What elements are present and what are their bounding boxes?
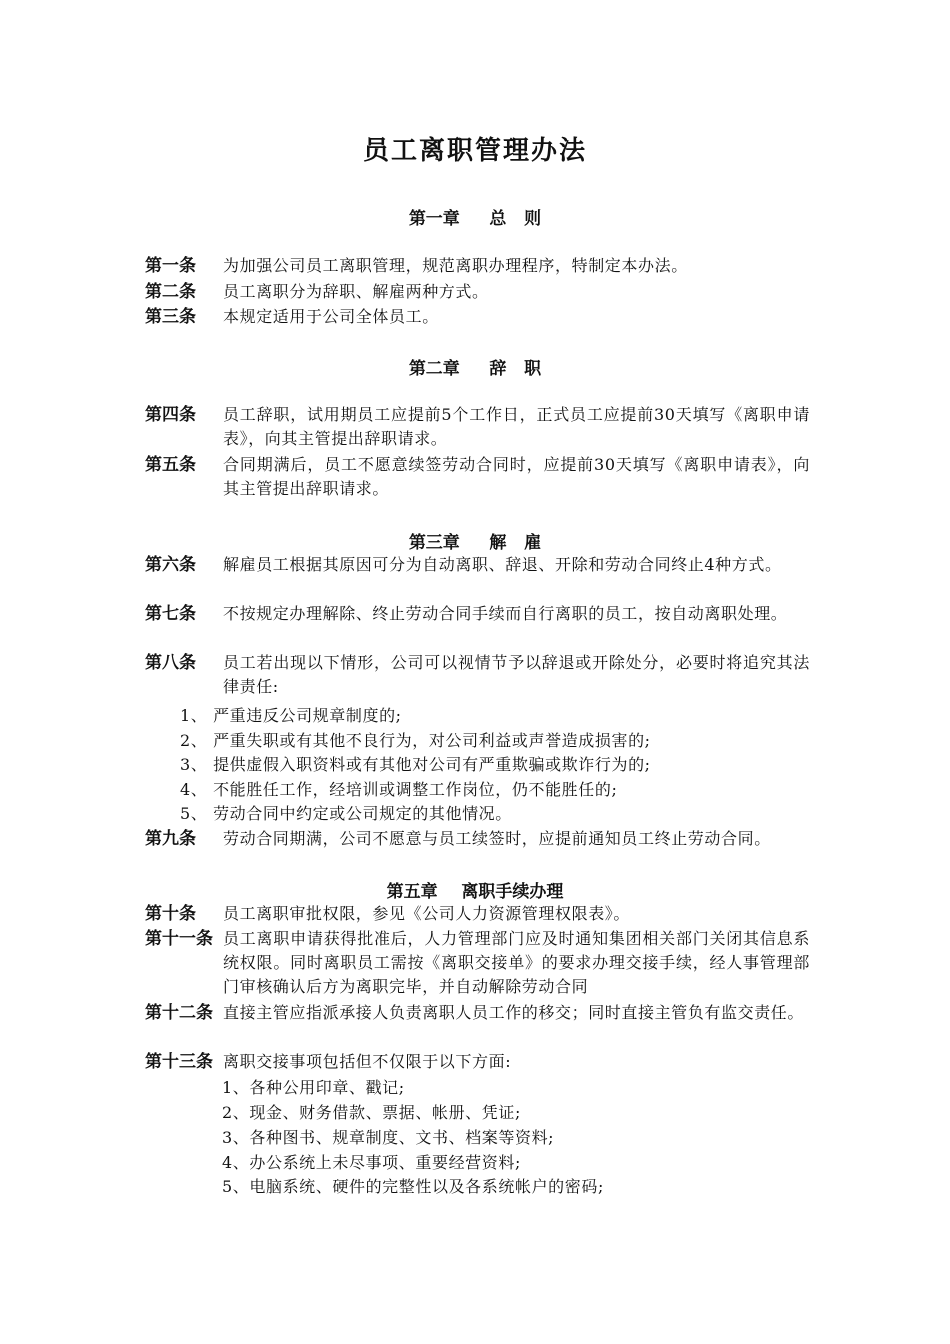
article-text: 劳动合同期满，公司不愿意与员工续签时，应提前通知员工终止劳动合同。 <box>223 829 771 848</box>
article-2 <box>145 280 810 304</box>
chapter-heading-5: 第五章 离职手续办理 <box>386 882 564 902</box>
dismissal-case-item: 4、 不能胜任工作，经培训或调整工作岗位，仍不能胜任的; <box>180 780 618 799</box>
handover-item: 1、各种公用印章、戳记; <box>222 1078 405 1097</box>
article-text: 离职交接事项包括但不仅限于以下方面: <box>223 1052 512 1071</box>
handover-item: 3、各种图书、规章制度、文书、档案等资料; <box>222 1128 555 1147</box>
article-label: 第一条 <box>145 256 196 276</box>
article-6 <box>145 553 810 577</box>
article-label: 第八条 <box>145 653 196 673</box>
dismissal-case-item: 2、 严重失职或有其他不良行为，对公司利益或声誉造成损害的; <box>180 731 651 750</box>
article-label: 第二条 <box>145 282 196 302</box>
article-text: 不按规定办理解除、终止劳动合同手续而自行离职的员工，按自动离职处理。 <box>223 604 788 623</box>
article-label: 第四条 <box>145 405 196 425</box>
article-text: 员工离职申请获得批准后，人力管理部门应及时通知集团相关部门关闭其信息系统权限。同时离职员工需按《离职交接单》的要求办理交接手续，经人事管理部门审核确认后方为离职完毕，并自动解除劳动合同 <box>223 929 810 996</box>
handover-item: 4、办公系统上未尽事项、重要经营资料; <box>222 1153 521 1172</box>
article-text: 员工离职审批权限，参见《公司人力资源管理权限表》。 <box>223 904 631 923</box>
article-text: 本规定适用于公司全体员工。 <box>223 307 439 326</box>
article-13 <box>145 1050 810 1074</box>
article-text: 员工辞职，试用期员工应提前5个工作日，正式员工应提前30天填写《离职申请表》，向其主管提出辞职请求。 <box>223 405 810 448</box>
article-5 <box>145 453 810 501</box>
document-title: 员工离职管理办法 <box>362 136 587 166</box>
handover-item: 2、现金、财务借款、票据、帐册、凭证; <box>222 1103 521 1122</box>
article-label: 第九条 <box>145 829 196 849</box>
article-text: 解雇员工根据其原因可分为自动离职、辞退、开除和劳动合同终止4种方式。 <box>223 555 782 574</box>
article-text: 直接主管应指派承接人负责离职人员工作的移交；同时直接主管负有监交责任。 <box>223 1003 805 1022</box>
article-11 <box>145 927 810 999</box>
article-1 <box>145 254 810 278</box>
article-label: 第十三条 <box>145 1052 213 1072</box>
article-12 <box>145 1001 810 1025</box>
article-10 <box>145 902 810 926</box>
dismissal-case-item: 3、 提供虚假入职资料或有其他对公司有严重欺骗或欺诈行为的; <box>180 755 651 774</box>
article-text: 员工若出现以下情形，公司可以视情节予以辞退或开除处分，必要时将追究其法律责任: <box>223 653 810 696</box>
article-text: 员工离职分为辞职、解雇两种方式。 <box>223 282 489 301</box>
dismissal-case-item: 5、 劳动合同中约定或公司规定的其他情况。 <box>180 804 512 823</box>
article-label: 第十一条 <box>145 929 213 949</box>
article-4 <box>145 403 810 451</box>
dismissal-case-item: 1、 严重违反公司规章制度的; <box>180 706 402 725</box>
article-8 <box>145 651 810 699</box>
article-label: 第十条 <box>145 904 196 924</box>
handover-item: 5、电脑系统、硬件的完整性以及各系统帐户的密码; <box>222 1177 604 1196</box>
chapter-heading-1: 第一章 总 则 <box>408 209 542 229</box>
article-text: 合同期满后，员工不愿意续签劳动合同时，应提前30天填写《离职申请表》，向其主管提出辞职请求。 <box>223 455 810 498</box>
article-label: 第五条 <box>145 455 196 475</box>
article-9 <box>145 827 810 851</box>
article-label: 第十二条 <box>145 1003 213 1023</box>
article-3 <box>145 305 810 329</box>
article-label: 第三条 <box>145 307 196 327</box>
article-7 <box>145 602 810 626</box>
chapter-heading-2: 第二章 辞 职 <box>408 359 542 379</box>
article-label: 第七条 <box>145 604 196 624</box>
chapter-heading-3: 第三章 解 雇 <box>408 533 542 553</box>
article-text: 为加强公司员工离职管理，规范离职办理程序，特制定本办法。 <box>223 256 688 275</box>
article-label: 第六条 <box>145 555 196 575</box>
